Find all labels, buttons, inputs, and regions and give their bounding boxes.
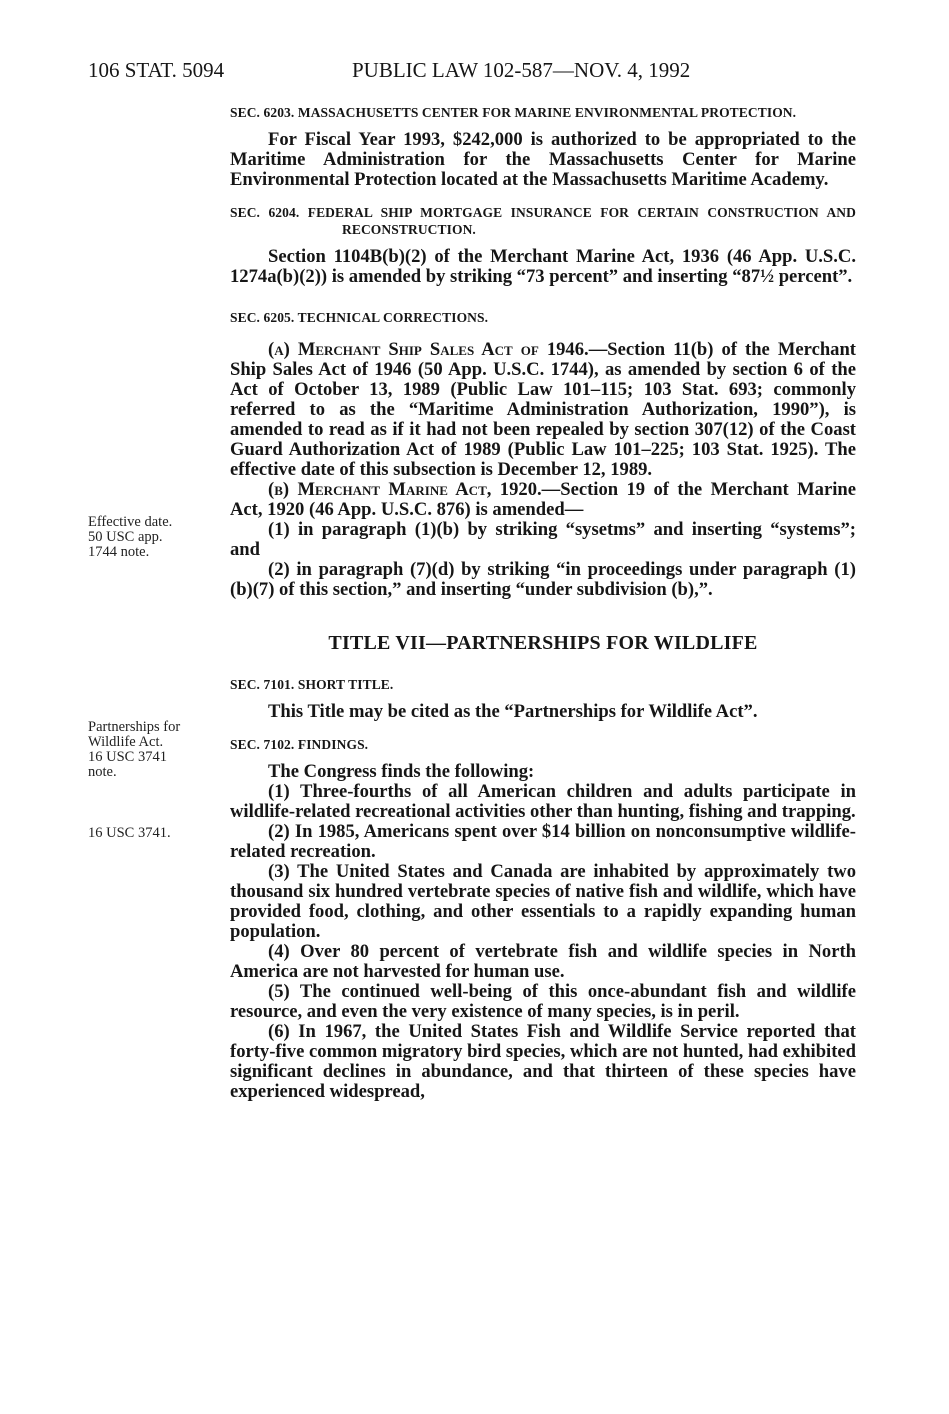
- margin-note-partnerships: Partnerships for Wildlife Act. 16 USC 3741 note.: [88, 719, 181, 780]
- paragraph-b1: (1) in paragraph (1)(b) by striking “sysetms” and inserting “systems”; and: [230, 519, 856, 560]
- finding-1: (1) Three-fourths of all American children and adults participate in wildlife-related recreational activities other than hunting, fishing and trapping.: [230, 781, 856, 822]
- margin-note-effective-date: Effective date. 50 USC app. 1744 note.: [88, 514, 173, 560]
- title-heading: TITLE VII—PARTNERSHIPS FOR WILDLIFE: [328, 632, 758, 654]
- main-text-column: [230, 104, 856, 1102]
- section-heading-7101: SEC. 7101. SHORT TITLE.: [230, 677, 394, 692]
- finding-2: (2) In 1985, Americans spent over $14 billion on nonconsumptive wildlife-related recreation.: [230, 821, 856, 862]
- subsection-b-body: —Section 19 of the Merchant Marine Act, 1920 (46 App. U.S.C. 876) is amended—: [230, 479, 856, 520]
- paragraph-b2: (2) in paragraph (7)(d) by striking “in proceedings under paragraph (1)(b)(7) of this section,” and inserting “under subdivision (b),”.: [230, 559, 856, 600]
- statute-page-number: 106 STAT. 5094: [88, 58, 225, 82]
- findings-intro: The Congress finds the following:: [268, 761, 535, 782]
- finding-6: (6) In 1967, the United States Fish and Wildlife Service reported that forty-five common migratory bird species, which are not hunted, had exhibited significant declines in abundance, and that thirteen of these species have experienced widespread,: [230, 1021, 856, 1102]
- section-body-7101: This Title may be cited as the “Partnerships for Wildlife Act”.: [268, 701, 758, 722]
- margin-note-findings: 16 USC 3741.: [88, 825, 171, 841]
- running-header: PUBLIC LAW 102-587—NOV. 4, 1992: [352, 58, 691, 82]
- subsection-b-label: (b) Merchant Marine Act, 1920.: [268, 479, 542, 500]
- section-heading-6205: SEC. 6205. TECHNICAL CORRECTIONS.: [230, 310, 489, 325]
- finding-3: (3) The United States and Canada are inhabited by approximately two thousand six hundred vertebrate species of native fish and wildlife, which have provided food, clothing, and other essentials to a rapidly expanding human population.: [230, 861, 856, 942]
- subsection-a: [230, 340, 856, 480]
- section-body-6203: For Fiscal Year 1993, $242,000 is authorized to be appropriated to the Maritime Administration for the Massachusetts Center for Marine Environmental Protection located at the Massachusetts Maritime Academy.: [230, 129, 856, 190]
- section-heading-7102: SEC. 7102. FINDINGS.: [230, 737, 369, 752]
- section-heading-6204: SEC. 6204. FEDERAL SHIP MORTGAGE INSURANCE FOR CERTAIN CONSTRUCTION AND RECONSTRUCTION.: [230, 205, 856, 237]
- finding-5: (5) The continued well-being of this once-abundant fish and wildlife resource, and even the very existence of many species, is in peril.: [230, 981, 856, 1022]
- section-heading-6203: SEC. 6203. MASSACHUSETTS CENTER FOR MARINE ENVIRONMENTAL PROTECTION.: [230, 105, 797, 120]
- section-body-6204: Section 1104B(b)(2) of the Merchant Marine Act, 1936 (46 App. U.S.C. 1274a(b)(2)) is amended by striking “73 percent” and inserting “87½ percent”.: [230, 246, 856, 287]
- finding-4: (4) Over 80 percent of vertebrate fish and wildlife species in North America are not harvested for human use.: [230, 941, 856, 982]
- subsection-a-body: —Section 11(b) of the Merchant Ship Sales Act of 1946 (50 App. U.S.C. 1744), as amended by section 6 of the Act of October 13, 1989 (Public Law 101–115; 103 Stat. 693; commonly referred to as the “Maritime Administration Authorization, 1990”), is amended to read as if it had not been repealed by section 307(12) of the Coast Guard Authorization Act of 1989 (Public Law 101–225; 103 Stat. 1925). The effective date of this subsection is December 12, 1989.: [230, 339, 856, 480]
- subsection-b: [230, 480, 856, 520]
- subsection-a-label: (a) Merchant Ship Sales Act of 1946.: [268, 339, 589, 360]
